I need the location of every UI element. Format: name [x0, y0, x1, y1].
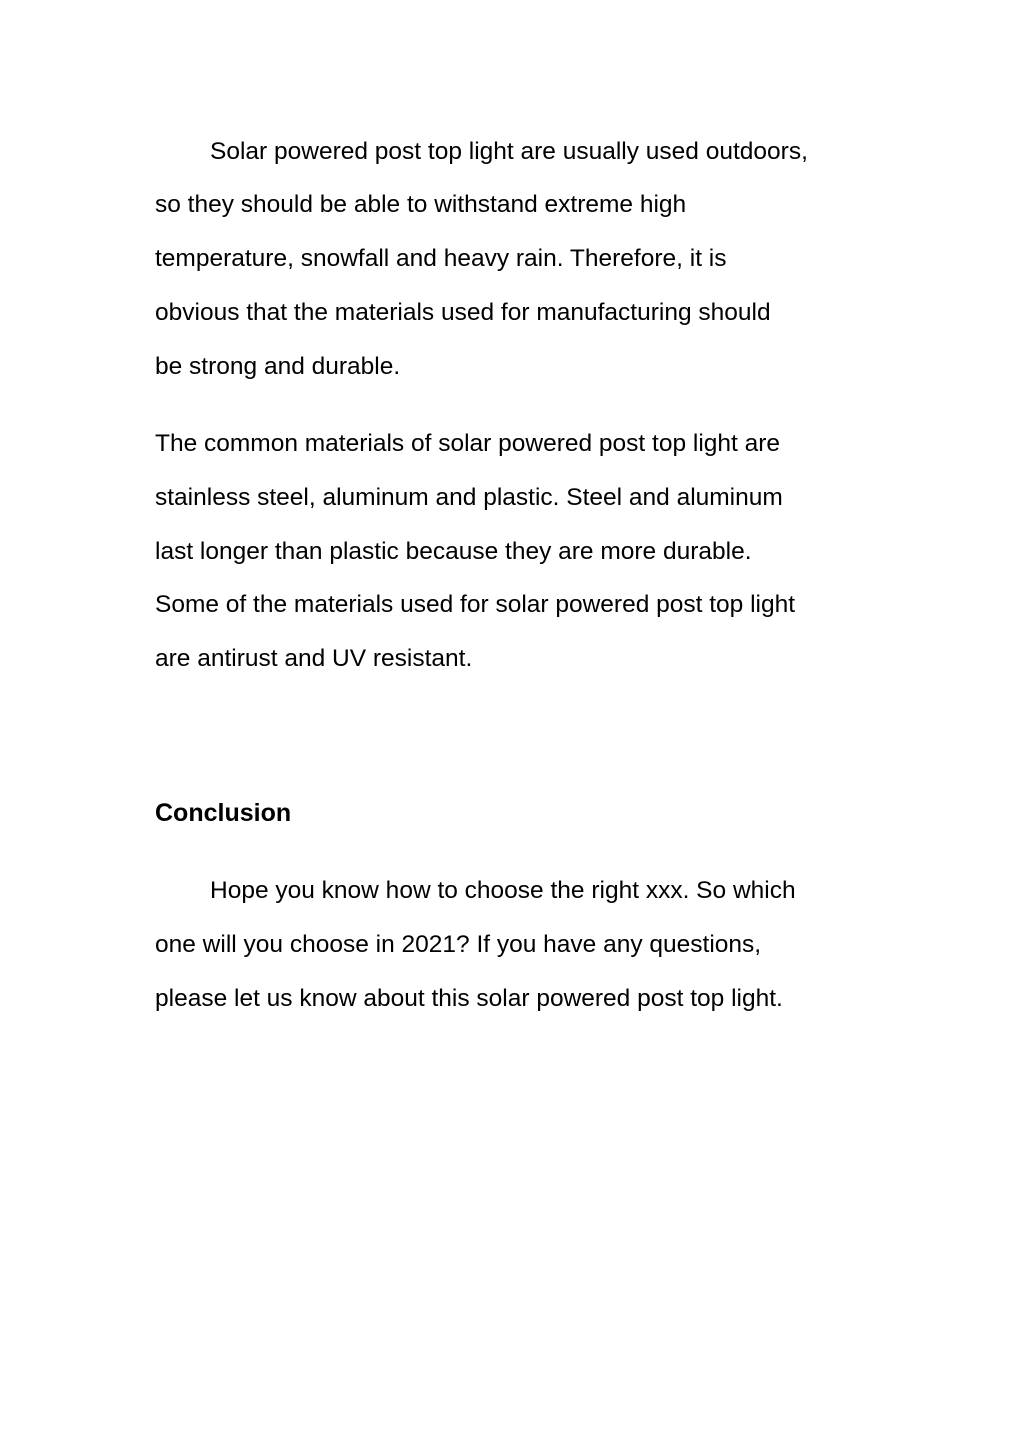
paragraph-line: temperature, snowfall and heavy rain. Therefore, it is: [155, 245, 727, 272]
conclusion-heading: Conclusion: [155, 799, 292, 827]
paragraph-line: one will you choose in 2021? If you have any questions,: [155, 931, 762, 958]
paragraph-line: Solar powered post top light are usually used outdoors,: [210, 138, 808, 165]
paragraph-line: obvious that the materials used for manufacturing should: [155, 299, 771, 326]
paragraph-line: Hope you know how to choose the right xxx. So which: [210, 877, 796, 904]
paragraph-line: Some of the materials used for solar powered post top light: [155, 591, 796, 618]
paragraph-line: please let us know about this solar powered post top light.: [155, 985, 783, 1012]
paragraph-line: so they should be able to withstand extreme high: [155, 191, 687, 218]
paragraph-line: The common materials of solar powered post top light are: [155, 430, 781, 457]
paragraph-line: are antirust and UV resistant.: [155, 645, 473, 672]
paragraph-line: last longer than plastic because they are more durable.: [155, 538, 752, 565]
paragraph-line: stainless steel, aluminum and plastic. Steel and aluminum: [155, 484, 783, 511]
paragraph-line: be strong and durable.: [155, 353, 401, 380]
